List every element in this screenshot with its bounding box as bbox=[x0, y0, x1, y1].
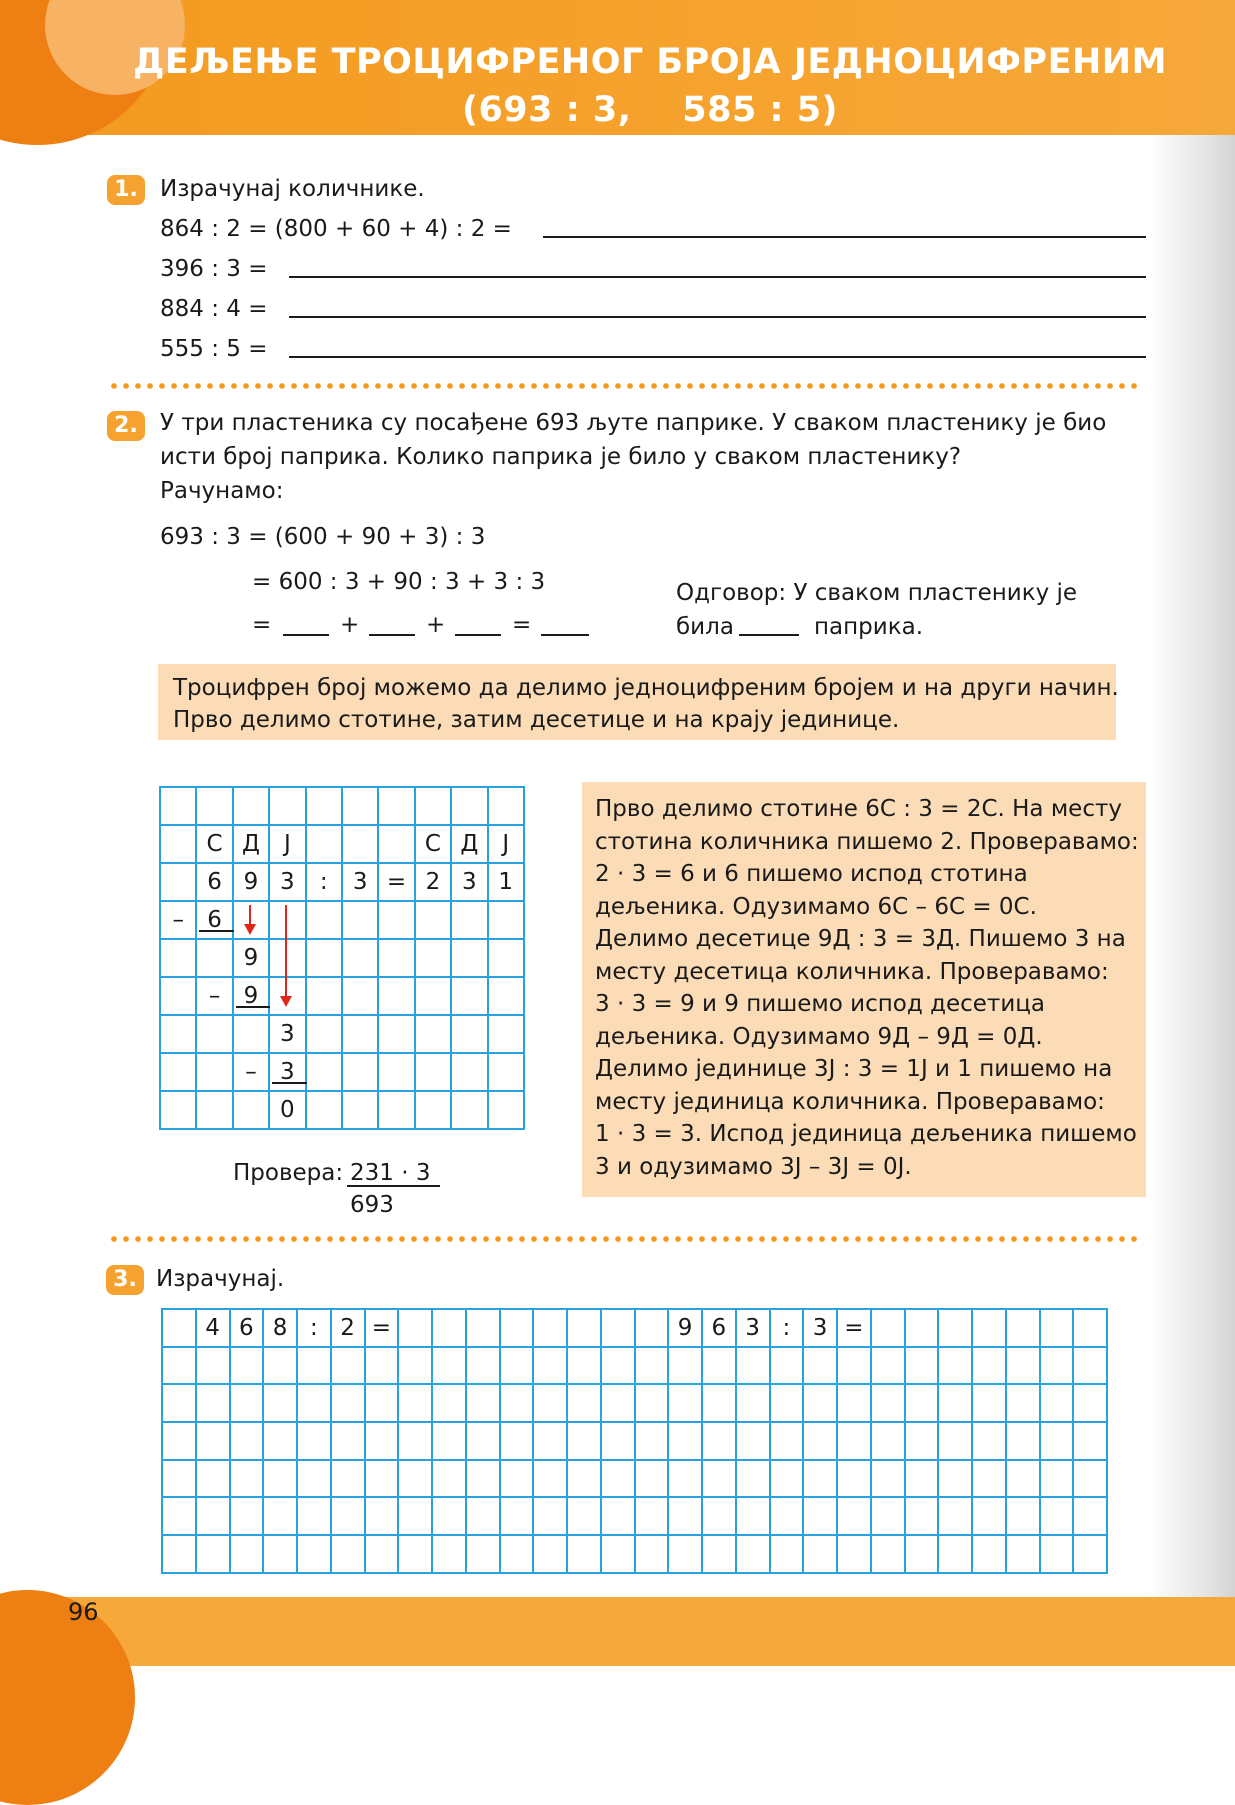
grid-cell[interactable] bbox=[467, 1498, 501, 1536]
grid-cell[interactable]: 3 bbox=[737, 1310, 771, 1348]
grid-cell[interactable] bbox=[1074, 1310, 1108, 1348]
grid-cell[interactable] bbox=[332, 1348, 366, 1386]
grid-cell[interactable] bbox=[399, 1348, 433, 1386]
grid-cell[interactable] bbox=[1041, 1498, 1075, 1536]
grid-cell[interactable] bbox=[636, 1423, 670, 1461]
grid-cell[interactable] bbox=[602, 1385, 636, 1423]
grid-cell[interactable] bbox=[163, 1385, 197, 1423]
grid-cell[interactable] bbox=[231, 1498, 265, 1536]
grid-cell[interactable] bbox=[804, 1461, 838, 1499]
grid-cell[interactable] bbox=[231, 1348, 265, 1386]
grid-cell[interactable] bbox=[163, 1461, 197, 1499]
grid-cell: Д bbox=[234, 826, 270, 864]
grid-cell[interactable] bbox=[906, 1423, 940, 1461]
grid-cell[interactable] bbox=[771, 1348, 805, 1386]
calc-equals: = bbox=[512, 612, 532, 638]
grid-cell[interactable] bbox=[703, 1423, 737, 1461]
grid-cell[interactable] bbox=[163, 1348, 197, 1386]
explanation-line: Делимо јединице 3Ј : 3 = 1Ј и 1 пишемо на bbox=[595, 1056, 1113, 1082]
grid-cell[interactable] bbox=[872, 1423, 906, 1461]
grid-cell[interactable] bbox=[771, 1385, 805, 1423]
grid-cell[interactable] bbox=[1074, 1536, 1108, 1574]
equation-row: 884 : 4 = bbox=[160, 296, 268, 322]
answer-text: паприка. bbox=[814, 614, 924, 640]
grid-cell[interactable] bbox=[669, 1536, 703, 1574]
grid-cell[interactable] bbox=[602, 1498, 636, 1536]
grid-cell[interactable] bbox=[906, 1498, 940, 1536]
grid-cell[interactable] bbox=[501, 1498, 535, 1536]
explanation-line: Делимо десетице 9Д : 3 = 3Д. Пишемо 3 на bbox=[595, 926, 1126, 952]
grid-cell[interactable]: 4 bbox=[197, 1310, 231, 1348]
grid-cell: 1 bbox=[489, 864, 525, 902]
grid-cell[interactable] bbox=[433, 1461, 467, 1499]
grid-cell[interactable] bbox=[534, 1348, 568, 1386]
grid-cell: – bbox=[197, 978, 233, 1016]
grid-cell[interactable] bbox=[231, 1536, 265, 1574]
grid-cell: 2 bbox=[416, 864, 452, 902]
grid-cell[interactable] bbox=[872, 1310, 906, 1348]
grid-cell[interactable] bbox=[939, 1310, 973, 1348]
explanation-line: месту јединица количника. Проверавамо: bbox=[595, 1088, 1105, 1115]
word-problem-line: У три пластеника су посађене 693 љуте паприке. У сваком пластенику је био bbox=[160, 410, 1107, 436]
grid-cell[interactable] bbox=[804, 1348, 838, 1386]
grid-cell[interactable] bbox=[804, 1536, 838, 1574]
grid-cell[interactable] bbox=[163, 1498, 197, 1536]
grid-cell[interactable] bbox=[602, 1536, 636, 1574]
grid-cell: 3 bbox=[452, 864, 488, 902]
grid-cell[interactable] bbox=[366, 1498, 400, 1536]
grid-cell[interactable] bbox=[298, 1536, 332, 1574]
grid-cell[interactable] bbox=[939, 1348, 973, 1386]
grid-cell[interactable] bbox=[231, 1385, 265, 1423]
grid-cell[interactable] bbox=[298, 1423, 332, 1461]
grid-cell[interactable] bbox=[703, 1385, 737, 1423]
grid-cell: – bbox=[161, 902, 197, 940]
explanation-line: 3 и одузимамо 3Ј – 3Ј = 0Ј. bbox=[595, 1153, 912, 1180]
grid-cell[interactable] bbox=[602, 1423, 636, 1461]
grid-cell[interactable] bbox=[197, 1461, 231, 1499]
grid-cell[interactable] bbox=[332, 1498, 366, 1536]
grid-cell[interactable] bbox=[467, 1348, 501, 1386]
calc-equals: = bbox=[252, 612, 272, 638]
grid-cell[interactable] bbox=[1041, 1310, 1075, 1348]
equation-row: 396 : 3 = bbox=[160, 256, 268, 282]
grid-cell[interactable] bbox=[838, 1385, 872, 1423]
grid-cell[interactable] bbox=[399, 1461, 433, 1499]
grid-cell[interactable] bbox=[467, 1423, 501, 1461]
grid-cell: 6 bbox=[197, 864, 233, 902]
grid-cell[interactable] bbox=[366, 1423, 400, 1461]
grid-cell[interactable] bbox=[399, 1536, 433, 1574]
grid-cell[interactable] bbox=[501, 1310, 535, 1348]
grid-cell[interactable] bbox=[366, 1536, 400, 1574]
grid-cell[interactable]: 2 bbox=[332, 1310, 366, 1348]
grid-cell[interactable] bbox=[197, 1423, 231, 1461]
grid-cell[interactable] bbox=[1074, 1385, 1108, 1423]
grid-cell: С bbox=[416, 826, 452, 864]
grid-cell[interactable] bbox=[804, 1385, 838, 1423]
grid-cell[interactable]: 9 bbox=[669, 1310, 703, 1348]
grid-cell[interactable] bbox=[163, 1423, 197, 1461]
grid-cell: 3 bbox=[270, 1054, 306, 1092]
grid-cell[interactable] bbox=[636, 1498, 670, 1536]
grid-cell[interactable] bbox=[399, 1498, 433, 1536]
grid-cell[interactable] bbox=[804, 1423, 838, 1461]
grid-cell[interactable] bbox=[501, 1348, 535, 1386]
grid-cell[interactable] bbox=[264, 1498, 298, 1536]
grid-cell[interactable] bbox=[1007, 1536, 1041, 1574]
grid-cell[interactable] bbox=[568, 1498, 602, 1536]
grid-cell[interactable] bbox=[1041, 1385, 1075, 1423]
grid-cell[interactable] bbox=[838, 1423, 872, 1461]
word-problem-line: исти број паприка. Колико паприка је било у сваком пластенику? bbox=[160, 444, 962, 470]
grid-cell: 3 bbox=[270, 1016, 306, 1054]
grid-cell[interactable] bbox=[231, 1423, 265, 1461]
explanation-line: Прво делимо стотине 6С : 3 = 2С. На месту bbox=[595, 796, 1122, 822]
explanation-text bbox=[595, 793, 1140, 1183]
grid-cell[interactable] bbox=[838, 1461, 872, 1499]
grid-cell[interactable] bbox=[332, 1385, 366, 1423]
task-number-badge: 2. bbox=[107, 411, 145, 441]
grid-cell[interactable] bbox=[534, 1423, 568, 1461]
grid-cell: Ј bbox=[270, 826, 306, 864]
grid-cell[interactable] bbox=[197, 1348, 231, 1386]
equation-row: 864 : 2 = (800 + 60 + 4) : 2 = bbox=[160, 216, 512, 242]
calc-line: = 600 : 3 + 90 : 3 + 3 : 3 bbox=[252, 569, 546, 595]
grid-cell[interactable] bbox=[568, 1385, 602, 1423]
grid-cell[interactable] bbox=[973, 1461, 1007, 1499]
grid-cell[interactable] bbox=[602, 1310, 636, 1348]
grid-cell[interactable] bbox=[703, 1498, 737, 1536]
grid-cell[interactable] bbox=[534, 1536, 568, 1574]
grid-cell[interactable] bbox=[669, 1423, 703, 1461]
grid-cell[interactable] bbox=[501, 1385, 535, 1423]
grid-cell[interactable] bbox=[771, 1536, 805, 1574]
grid-cell[interactable] bbox=[973, 1310, 1007, 1348]
task-instruction: Израчунај количнике. bbox=[160, 176, 425, 202]
grid-cell[interactable] bbox=[771, 1461, 805, 1499]
grid-cell[interactable] bbox=[636, 1348, 670, 1386]
grid-cell[interactable] bbox=[298, 1461, 332, 1499]
grid-cell[interactable] bbox=[366, 1461, 400, 1499]
calc-plus: + bbox=[340, 612, 360, 638]
grid-cell[interactable] bbox=[703, 1536, 737, 1574]
page-subtitle: (693 : 3, 585 : 5) bbox=[461, 90, 839, 130]
grid-cell[interactable] bbox=[332, 1536, 366, 1574]
calc-label: Рачунамо: bbox=[160, 478, 284, 504]
grid-cell[interactable] bbox=[467, 1461, 501, 1499]
info-text: Прво делимо стотине, затим десетице и на крају јединице. bbox=[173, 707, 900, 733]
grid-cell[interactable] bbox=[872, 1536, 906, 1574]
grid-cell[interactable] bbox=[1007, 1385, 1041, 1423]
grid-cell[interactable] bbox=[703, 1348, 737, 1386]
grid-cell[interactable]: 8 bbox=[264, 1310, 298, 1348]
grid-cell[interactable] bbox=[906, 1310, 940, 1348]
check-label: Провера: bbox=[233, 1160, 344, 1186]
grid-cell[interactable] bbox=[636, 1536, 670, 1574]
grid-cell[interactable] bbox=[1007, 1498, 1041, 1536]
grid-cell[interactable] bbox=[771, 1498, 805, 1536]
grid-cell[interactable] bbox=[669, 1461, 703, 1499]
grid-cell[interactable] bbox=[433, 1310, 467, 1348]
grid-cell[interactable]: : bbox=[771, 1310, 805, 1348]
grid-cell[interactable] bbox=[669, 1348, 703, 1386]
grid-cell[interactable] bbox=[197, 1385, 231, 1423]
grid-cell[interactable] bbox=[501, 1461, 535, 1499]
grid-cell[interactable] bbox=[163, 1536, 197, 1574]
equation-row: 555 : 5 = bbox=[160, 336, 268, 362]
grid-cell[interactable] bbox=[973, 1498, 1007, 1536]
grid-cell[interactable] bbox=[264, 1385, 298, 1423]
page-title: ДЕЉЕЊЕ ТРОЦИФРЕНОГ БРОЈА ЈЕДНОЦИФРЕНИМ bbox=[133, 42, 1167, 82]
grid-cell: = bbox=[379, 864, 415, 902]
grid-cell[interactable] bbox=[332, 1461, 366, 1499]
grid-cell[interactable] bbox=[939, 1536, 973, 1574]
check-product: 231 · 3 bbox=[350, 1160, 431, 1186]
grid-cell[interactable] bbox=[298, 1498, 332, 1536]
grid-cell[interactable] bbox=[264, 1423, 298, 1461]
grid-cell[interactable] bbox=[737, 1385, 771, 1423]
task-number-badge: 3. bbox=[106, 1265, 144, 1295]
grid-cell[interactable] bbox=[1074, 1461, 1108, 1499]
grid-cell[interactable]: 6 bbox=[231, 1310, 265, 1348]
grid-cell[interactable] bbox=[433, 1348, 467, 1386]
grid-cell[interactable] bbox=[568, 1348, 602, 1386]
grid-cell[interactable] bbox=[906, 1536, 940, 1574]
grid-cell: 6 bbox=[197, 902, 233, 940]
explanation-line: 2 · 3 = 6 и 6 пишемо испод стотина bbox=[595, 861, 1028, 887]
grid-cell[interactable] bbox=[737, 1536, 771, 1574]
grid-cell[interactable] bbox=[939, 1385, 973, 1423]
grid-cell[interactable]: : bbox=[298, 1310, 332, 1348]
page-number: 96 bbox=[68, 1598, 99, 1626]
grid-cell[interactable] bbox=[264, 1461, 298, 1499]
explanation-line: дељеника. Одузимамо 6С – 6С = 0С. bbox=[595, 893, 1037, 920]
grid-cell: Д bbox=[452, 826, 488, 864]
explanation-line: дељеника. Одузимамо 9Д – 9Д = 0Д. bbox=[595, 1023, 1043, 1050]
grid-cell: 9 bbox=[234, 940, 270, 978]
grid-cell[interactable] bbox=[231, 1461, 265, 1499]
grid-cell[interactable] bbox=[568, 1536, 602, 1574]
grid-cell[interactable] bbox=[332, 1423, 366, 1461]
grid-cell[interactable] bbox=[1007, 1348, 1041, 1386]
calc-plus: + bbox=[426, 612, 446, 638]
grid-cell[interactable] bbox=[467, 1310, 501, 1348]
grid-cell[interactable] bbox=[737, 1423, 771, 1461]
explanation-line: стотина количника пишемо 2. Проверавамо: bbox=[595, 828, 1139, 855]
grid-cell[interactable]: 3 bbox=[804, 1310, 838, 1348]
grid-cell[interactable] bbox=[534, 1310, 568, 1348]
grid-cell[interactable] bbox=[872, 1461, 906, 1499]
grid-cell[interactable] bbox=[973, 1536, 1007, 1574]
explanation-line: 3 · 3 = 9 и 9 пишемо испод десетица bbox=[595, 991, 1046, 1017]
grid-cell[interactable] bbox=[467, 1536, 501, 1574]
grid-cell[interactable] bbox=[1007, 1310, 1041, 1348]
grid-cell: 3 bbox=[270, 864, 306, 902]
grid-cell[interactable] bbox=[163, 1310, 197, 1348]
grid-cell[interactable] bbox=[973, 1385, 1007, 1423]
grid-cell[interactable] bbox=[872, 1385, 906, 1423]
grid-cell[interactable] bbox=[534, 1498, 568, 1536]
grid-cell[interactable] bbox=[568, 1461, 602, 1499]
grid-cell[interactable] bbox=[737, 1348, 771, 1386]
grid-cell[interactable] bbox=[433, 1385, 467, 1423]
grid-cell[interactable] bbox=[399, 1423, 433, 1461]
grid-cell[interactable] bbox=[467, 1385, 501, 1423]
grid-cell[interactable] bbox=[804, 1498, 838, 1536]
grid-cell[interactable] bbox=[1041, 1348, 1075, 1386]
grid-cell[interactable] bbox=[433, 1536, 467, 1574]
grid-cell[interactable] bbox=[939, 1423, 973, 1461]
grid-cell[interactable] bbox=[973, 1348, 1007, 1386]
grid-cell[interactable] bbox=[838, 1348, 872, 1386]
grid-cell[interactable] bbox=[872, 1498, 906, 1536]
answer-text: била bbox=[676, 614, 734, 640]
grid-cell[interactable] bbox=[771, 1423, 805, 1461]
grid-cell[interactable] bbox=[366, 1385, 400, 1423]
grid-cell[interactable] bbox=[433, 1423, 467, 1461]
grid-cell: 9 bbox=[234, 978, 270, 1016]
exercise-grid[interactable] bbox=[161, 1308, 1108, 1574]
grid-cell[interactable] bbox=[602, 1348, 636, 1386]
grid-cell[interactable] bbox=[1041, 1536, 1075, 1574]
grid-cell[interactable] bbox=[1007, 1461, 1041, 1499]
grid-cell[interactable] bbox=[939, 1498, 973, 1536]
grid-cell[interactable] bbox=[264, 1536, 298, 1574]
grid-cell[interactable] bbox=[737, 1498, 771, 1536]
grid-cell[interactable] bbox=[433, 1498, 467, 1536]
calc-line: 693 : 3 = (600 + 90 + 3) : 3 bbox=[160, 524, 486, 550]
grid-cell[interactable]: = bbox=[838, 1310, 872, 1348]
grid-cell[interactable] bbox=[669, 1385, 703, 1423]
grid-cell[interactable] bbox=[534, 1461, 568, 1499]
grid-cell[interactable] bbox=[1007, 1423, 1041, 1461]
grid-cell[interactable]: 6 bbox=[703, 1310, 737, 1348]
grid-cell[interactable] bbox=[906, 1461, 940, 1499]
grid-cell: – bbox=[234, 1054, 270, 1092]
grid-cell[interactable] bbox=[737, 1461, 771, 1499]
grid-cell[interactable] bbox=[298, 1348, 332, 1386]
grid-cell[interactable] bbox=[197, 1498, 231, 1536]
grid-cell[interactable] bbox=[838, 1536, 872, 1574]
grid-cell[interactable] bbox=[669, 1498, 703, 1536]
arrow-head bbox=[244, 924, 256, 935]
task-number-badge: 1. bbox=[107, 175, 145, 205]
grid-cell[interactable] bbox=[534, 1385, 568, 1423]
grid-cell[interactable] bbox=[872, 1348, 906, 1386]
grid-cell[interactable] bbox=[939, 1461, 973, 1499]
dotted-divider bbox=[108, 1236, 1143, 1242]
grid-cell[interactable] bbox=[501, 1536, 535, 1574]
grid-cell[interactable] bbox=[602, 1461, 636, 1499]
grid-cell[interactable]: = bbox=[366, 1310, 400, 1348]
grid-cell[interactable] bbox=[1074, 1498, 1108, 1536]
explanation-line: месту десетица количника. Проверавамо: bbox=[595, 958, 1109, 985]
grid-cell: : bbox=[307, 864, 343, 902]
grid-cell: Ј bbox=[489, 826, 525, 864]
task-instruction: Израчунај. bbox=[156, 1266, 285, 1292]
grid-cell: 3 bbox=[343, 864, 379, 902]
check-result: 693 bbox=[350, 1192, 394, 1218]
info-text: Троцифрен број можемо да делимо једноцифреним бројем и на други начин. bbox=[173, 675, 1119, 701]
grid-cell[interactable] bbox=[973, 1423, 1007, 1461]
grid-cell: С bbox=[197, 826, 233, 864]
grid-cell[interactable] bbox=[1041, 1461, 1075, 1499]
grid-cell[interactable] bbox=[399, 1310, 433, 1348]
grid-cell[interactable] bbox=[197, 1536, 231, 1574]
explanation-line: 1 · 3 = 3. Испод јединица дељеника пишемо bbox=[595, 1121, 1137, 1147]
grid-cell[interactable] bbox=[703, 1461, 737, 1499]
grid-cell[interactable] bbox=[636, 1310, 670, 1348]
grid-cell[interactable] bbox=[1041, 1423, 1075, 1461]
footer-band bbox=[0, 1597, 1235, 1666]
grid-cell[interactable] bbox=[1074, 1348, 1108, 1386]
grid-cell[interactable] bbox=[636, 1385, 670, 1423]
grid-cell: 9 bbox=[234, 864, 270, 902]
grid-cell[interactable] bbox=[838, 1498, 872, 1536]
grid-cell[interactable] bbox=[906, 1385, 940, 1423]
grid-cell[interactable] bbox=[568, 1423, 602, 1461]
grid-cell[interactable] bbox=[366, 1348, 400, 1386]
arrow-head bbox=[280, 996, 292, 1007]
grid-cell[interactable] bbox=[906, 1348, 940, 1386]
grid-cell[interactable] bbox=[501, 1423, 535, 1461]
grid-cell: 0 bbox=[270, 1092, 306, 1130]
answer-text: Одговор: У сваком пластенику је bbox=[676, 580, 1078, 606]
grid-cell[interactable] bbox=[298, 1385, 332, 1423]
grid-cell[interactable] bbox=[568, 1310, 602, 1348]
grid-cell[interactable] bbox=[399, 1385, 433, 1423]
grid-cell[interactable] bbox=[264, 1348, 298, 1386]
grid-cell[interactable] bbox=[636, 1461, 670, 1499]
grid-cell[interactable] bbox=[1074, 1423, 1108, 1461]
